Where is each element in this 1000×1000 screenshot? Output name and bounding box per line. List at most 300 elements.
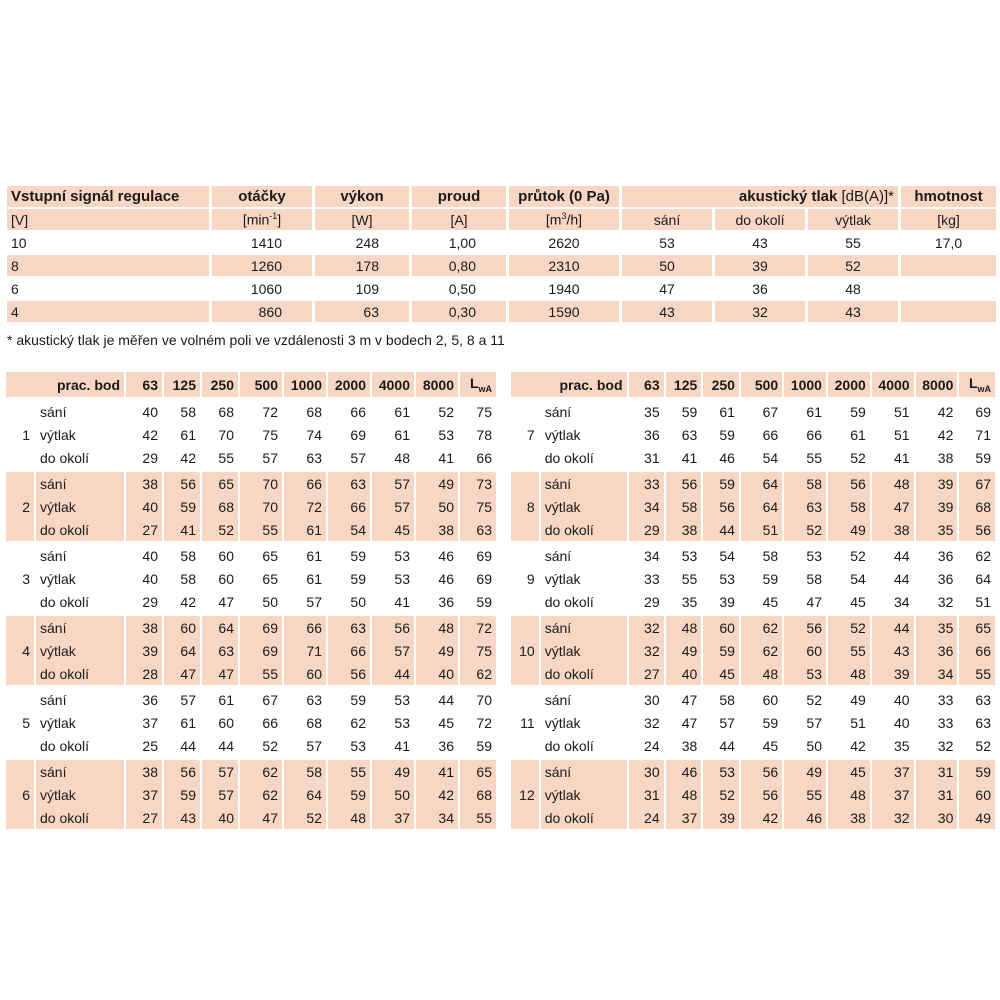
table-row [7, 301, 996, 322]
octave-value: 69 [240, 639, 282, 662]
octave-value: 56 [164, 472, 200, 495]
octave-value: 64 [164, 639, 200, 662]
octave-value: 55 [240, 662, 282, 685]
octave-value: 63 [460, 518, 496, 541]
col-header-acoustic [622, 186, 898, 207]
octave-value: 44 [438, 691, 454, 708]
octave-value: 56 [328, 662, 370, 685]
octave-value: 59 [762, 570, 779, 587]
octave-row [511, 590, 995, 613]
octave-value: 75 [262, 426, 278, 443]
octave-value: 66 [350, 403, 366, 420]
octave-value: 40 [142, 547, 158, 564]
octave-value: 59 [476, 737, 492, 754]
octave-value: 48 [394, 449, 410, 466]
octave-value: 63 [306, 691, 322, 708]
row-label: sání [36, 760, 124, 783]
content [7, 184, 999, 826]
octave-value: 48 [328, 806, 370, 829]
row-label: výtlak [36, 495, 124, 518]
octave-value: 29 [142, 449, 158, 466]
col-header-power: výkon [315, 186, 409, 207]
col-header-lwa: $L_{wA}$ [460, 372, 496, 397]
octave-value: 59 [703, 639, 739, 662]
octave-value: 38 [126, 616, 162, 639]
octave-value: 39 [703, 806, 739, 829]
table-cell: 50 [622, 255, 712, 276]
table-cell: 109 [355, 280, 379, 297]
octave-value: 61 [850, 426, 866, 443]
table-row [7, 278, 996, 299]
octave-value: 55 [240, 518, 282, 541]
col-header-frequency: 250 [703, 372, 739, 397]
octave-row [511, 734, 995, 757]
octave-value: 56 [959, 518, 995, 541]
octave-value: 24 [644, 737, 660, 754]
octave-value: 37 [126, 783, 162, 806]
acoustic-label: akustický tlak [738, 188, 838, 205]
octave-value: 60 [284, 662, 326, 685]
octave-row [511, 760, 995, 783]
octave-value: 34 [644, 547, 660, 564]
octave-value: 66 [806, 426, 822, 443]
octave-value: 37 [872, 783, 914, 806]
octave-value: 38 [937, 449, 954, 466]
octave-row [6, 544, 496, 567]
operating-point: 4 [6, 639, 34, 662]
footnote: * akustický tlak je měřen ve volném poli ve vzdálenosti 3 m v bodech 2, 5, 8 a 11 [7, 332, 505, 348]
octave-value: 41 [394, 593, 410, 610]
octave-value: 49 [784, 760, 826, 783]
octave-value: 51 [975, 593, 991, 610]
octave-value: 58 [180, 547, 196, 564]
table-cell: 32 [715, 301, 805, 322]
octave-row [511, 806, 995, 829]
table-cell: 1260 [212, 255, 312, 276]
octave-value: 65 [262, 547, 278, 564]
col-header-frequency: 8000 [916, 372, 958, 397]
octave-value: 56 [372, 616, 414, 639]
octave-value: 40 [126, 495, 162, 518]
octave-value: 40 [202, 806, 238, 829]
octave-value: 67 [762, 403, 779, 420]
octave-value: 36 [644, 426, 660, 443]
table-cell: 53 [659, 234, 675, 251]
col-header-frequency: 500 [240, 372, 282, 397]
octave-value: 60 [784, 639, 826, 662]
octave-value: 29 [644, 593, 660, 610]
octave-value: 65 [460, 760, 496, 783]
table-row [7, 232, 996, 253]
octave-value: 57 [202, 760, 238, 783]
octave-value: 33 [937, 691, 954, 708]
octave-value: 27 [126, 806, 162, 829]
octave-value: 64 [284, 783, 326, 806]
octave-value: 41 [681, 449, 698, 466]
octave-value: 57 [262, 449, 278, 466]
octave-value: 38 [681, 737, 698, 754]
octave-value: 60 [218, 547, 234, 564]
row-label: do okolí [40, 593, 90, 610]
octave-value: 55 [959, 662, 995, 685]
octave-value: 66 [262, 714, 278, 731]
octave-value: 53 [394, 570, 410, 587]
octave-value: 63 [681, 426, 698, 443]
octave-value: 62 [240, 783, 282, 806]
octave-value: 48 [741, 662, 782, 685]
row-label: do okolí [544, 449, 594, 466]
octave-value: 67 [959, 472, 995, 495]
octave-value: 60 [762, 691, 779, 708]
octave-value: 52 [975, 737, 991, 754]
octave-value: 56 [666, 472, 702, 495]
row-label: výtlak [544, 570, 581, 587]
table-cell: 0,30 [412, 301, 506, 322]
octave-value: 62 [975, 547, 991, 564]
table-cell: 6 [11, 280, 19, 297]
octave-value: 61 [180, 426, 196, 443]
octave-value: 29 [629, 518, 664, 541]
octave-value: 57 [372, 495, 414, 518]
row-label: sání [544, 403, 572, 420]
operating-point [511, 616, 539, 639]
octave-value: 38 [416, 518, 458, 541]
octave-value: 58 [180, 570, 196, 587]
table-cell: 52 [808, 255, 898, 276]
operating-point [511, 400, 539, 423]
unit-amp: [A] [412, 209, 506, 230]
octave-value: 35 [681, 593, 698, 610]
row-label: výtlak [544, 426, 581, 443]
octave-value: 66 [959, 639, 995, 662]
row-label: do okolí [544, 593, 594, 610]
octave-value: 56 [784, 616, 826, 639]
octave-value: 40 [416, 662, 458, 685]
octave-value: 47 [218, 593, 234, 610]
octave-value: 68 [218, 403, 234, 420]
col-header-point: prac. bod [511, 372, 627, 397]
octave-value: 61 [306, 570, 322, 587]
table-cell [901, 301, 996, 322]
octave-value: 48 [828, 662, 870, 685]
octave-value: 61 [394, 403, 410, 420]
table-cell: 8 [7, 255, 209, 276]
octave-row [6, 711, 496, 734]
octave-value: 62 [741, 639, 782, 662]
octave-value: 47 [681, 691, 698, 708]
row-label: sání [36, 616, 124, 639]
octave-value: 52 [850, 449, 866, 466]
acoustic-unit: [dB(A)]* [841, 188, 894, 205]
octave-value: 59 [850, 403, 866, 420]
table-cell: 43 [752, 234, 768, 251]
octave-value: 59 [350, 570, 366, 587]
octave-value: 45 [850, 593, 866, 610]
octave-value: 32 [872, 806, 914, 829]
table-row [7, 255, 996, 276]
octave-row [511, 518, 995, 541]
col-header-lwa: $L_{wA}$ [959, 372, 995, 397]
row-label: do okolí [541, 662, 627, 685]
operating-point: 11 [520, 714, 535, 731]
octave-row [6, 639, 496, 662]
octave-value: 56 [741, 760, 782, 783]
octave-table-right [509, 372, 997, 829]
octave-value: 35 [894, 737, 910, 754]
octave-value: 44 [894, 547, 910, 564]
octave-value: 64 [741, 495, 782, 518]
octave-value: 51 [850, 714, 866, 731]
row-label: sání [541, 472, 627, 495]
octave-value: 68 [306, 714, 322, 731]
octave-value: 61 [719, 403, 735, 420]
row-label: sání [541, 760, 627, 783]
octave-value: 72 [262, 403, 278, 420]
octave-value: 40 [894, 691, 910, 708]
octave-value: 31 [916, 783, 958, 806]
table-cell: 48 [845, 280, 861, 297]
octave-value: 69 [350, 426, 366, 443]
table-cell: 39 [715, 255, 805, 276]
octave-value: 57 [306, 593, 322, 610]
octave-value: 48 [872, 472, 914, 495]
octave-value: 54 [328, 518, 370, 541]
table-cell: 1590 [509, 301, 619, 322]
octave-value: 45 [438, 714, 454, 731]
octave-value: 75 [460, 639, 496, 662]
octave-row [511, 616, 995, 639]
octave-value: 52 [284, 806, 326, 829]
octave-value: 41 [164, 518, 200, 541]
octave-value: 58 [784, 472, 826, 495]
octave-value: 35 [916, 616, 958, 639]
octave-table-left [4, 372, 498, 829]
row-label: výtlak [36, 783, 124, 806]
octave-value: 47 [872, 495, 914, 518]
octave-value: 47 [202, 662, 238, 685]
row-label: výtlak [40, 714, 76, 731]
row-label: výtlak [544, 714, 581, 731]
col-header-flow: průtok (0 Pa) [509, 186, 619, 207]
octave-value: 41 [438, 449, 454, 466]
row-label: do okolí [541, 518, 627, 541]
col-header-frequency: 8000 [416, 372, 458, 397]
octave-value: 66 [328, 639, 370, 662]
col-header-frequency: 2000 [828, 372, 870, 397]
octave-value: 30 [629, 760, 664, 783]
octave-value: 66 [284, 616, 326, 639]
octave-value: 64 [202, 616, 238, 639]
octave-value: 59 [350, 691, 366, 708]
operating-point [6, 518, 34, 541]
octave-value: 61 [180, 714, 196, 731]
operating-point [6, 662, 34, 685]
octave-row [6, 662, 496, 685]
octave-value: 40 [142, 403, 158, 420]
octave-value: 59 [476, 593, 492, 610]
table-cell: 63 [315, 301, 409, 322]
octave-value: 56 [164, 760, 200, 783]
col-header-frequency: 4000 [372, 372, 414, 397]
octave-value: 46 [666, 760, 702, 783]
performance-rows [7, 232, 996, 322]
octave-value: 60 [703, 616, 739, 639]
octave-value: 50 [372, 783, 414, 806]
row-label: do okolí [36, 518, 124, 541]
octave-row [6, 806, 496, 829]
octave-value: 60 [218, 714, 234, 731]
operating-point [6, 734, 34, 757]
octave-value: 60 [218, 570, 234, 587]
octave-value: 37 [666, 806, 702, 829]
octave-value: 33 [644, 570, 660, 587]
operating-point [6, 688, 34, 711]
octave-value: 62 [460, 662, 496, 685]
octave-value: 55 [806, 449, 822, 466]
octave-value: 53 [703, 760, 739, 783]
octave-value: 48 [666, 783, 702, 806]
octave-row [6, 446, 496, 469]
octave-value: 59 [681, 403, 698, 420]
octave-value: 58 [762, 547, 779, 564]
unit-rpm: $[\min^{-1}]$ [212, 209, 312, 230]
octave-row [511, 472, 995, 495]
octave-value: 48 [666, 616, 702, 639]
table-cell: 2620 [548, 234, 580, 251]
octave-value: 49 [959, 806, 995, 829]
octave-value: 63 [202, 639, 238, 662]
octave-row [511, 495, 995, 518]
octave-value: 69 [240, 616, 282, 639]
table-cell: 1060 [250, 280, 282, 297]
octave-value: 37 [142, 714, 158, 731]
octave-value: 65 [202, 472, 238, 495]
octave-row [6, 783, 496, 806]
octave-value: 57 [180, 691, 196, 708]
unit-flow: $[m^3/h]$ [509, 209, 619, 230]
octave-row [511, 662, 995, 685]
octave-value: 55 [218, 449, 234, 466]
octave-row [6, 495, 496, 518]
unit-kg: [kg] [901, 209, 996, 230]
octave-value: 55 [328, 760, 370, 783]
octave-value: 61 [806, 403, 822, 420]
octave-row [6, 423, 496, 446]
octave-value: 52 [784, 518, 826, 541]
col-header-weight: hmotnost [901, 186, 996, 207]
octave-value: 69 [476, 547, 492, 564]
octave-value: 54 [850, 570, 866, 587]
col-header-frequency: 4000 [872, 372, 914, 397]
octave-value: 62 [350, 714, 366, 731]
octave-value: 52 [438, 403, 454, 420]
col-header-frequency: 125 [666, 372, 702, 397]
col-header-point: prac. bod [6, 372, 124, 397]
octave-value: 46 [719, 449, 735, 466]
octave-value: 53 [394, 691, 410, 708]
octave-value: 43 [872, 639, 914, 662]
col-header-frequency: 250 [202, 372, 238, 397]
operating-point [511, 688, 539, 711]
octave-value: 44 [894, 570, 910, 587]
octave-value: 42 [937, 403, 954, 420]
octave-value: 61 [218, 691, 234, 708]
row-label: do okolí [36, 806, 124, 829]
octave-value: 55 [460, 806, 496, 829]
operating-point [6, 446, 34, 469]
operating-point [6, 472, 34, 495]
octave-value: 59 [703, 472, 739, 495]
unit-volt: [V] [7, 209, 209, 230]
col-header-frequency: 63 [629, 372, 664, 397]
table-cell [901, 278, 996, 299]
octave-value: 44 [703, 518, 739, 541]
operating-point [511, 544, 539, 567]
octave-value: 60 [164, 616, 200, 639]
octave-value: 73 [460, 472, 496, 495]
octave-value: 46 [438, 570, 454, 587]
octave-value: 53 [784, 662, 826, 685]
octave-value: 59 [328, 783, 370, 806]
octave-value: 69 [476, 570, 492, 587]
table-cell: 178 [315, 255, 409, 276]
col-header-frequency: 500 [741, 372, 782, 397]
octave-row [511, 544, 995, 567]
octave-value: 58 [284, 760, 326, 783]
row-label: sání [36, 472, 124, 495]
octave-value: 48 [416, 616, 458, 639]
octave-value: 45 [828, 760, 870, 783]
octave-value: 50 [350, 593, 366, 610]
octave-value: 54 [719, 547, 735, 564]
row-label: do okolí [541, 806, 627, 829]
octave-value: 45 [372, 518, 414, 541]
operating-point [511, 760, 539, 783]
col-header-frequency: 63 [126, 372, 162, 397]
operating-point: 1 [22, 426, 30, 443]
octave-value: 39 [916, 472, 958, 495]
octave-value: 35 [644, 403, 660, 420]
row-label: výtlak [541, 495, 627, 518]
octave-value: 72 [476, 714, 492, 731]
octave-value: 58 [666, 495, 702, 518]
row-label: do okolí [40, 449, 90, 466]
octave-value: 63 [328, 616, 370, 639]
octave-value: 42 [416, 783, 458, 806]
octave-value: 53 [438, 426, 454, 443]
octave-value: 68 [306, 403, 322, 420]
octave-value: 71 [284, 639, 326, 662]
octave-row [511, 446, 995, 469]
octave-value: 34 [416, 806, 458, 829]
octave-value: 69 [975, 403, 991, 420]
octave-row [6, 567, 496, 590]
octave-value: 58 [719, 691, 735, 708]
octave-value: 56 [741, 783, 782, 806]
octave-value: 67 [262, 691, 278, 708]
octave-value: 70 [240, 472, 282, 495]
octave-value: 58 [180, 403, 196, 420]
octave-row [6, 518, 496, 541]
octave-value: 53 [350, 737, 366, 754]
octave-value: 52 [703, 783, 739, 806]
octave-row [6, 734, 496, 757]
operating-point: 7 [526, 426, 535, 443]
octave-value: 24 [629, 806, 664, 829]
octave-value: 38 [828, 806, 870, 829]
octave-value: 59 [350, 547, 366, 564]
octave-value: 68 [202, 495, 238, 518]
